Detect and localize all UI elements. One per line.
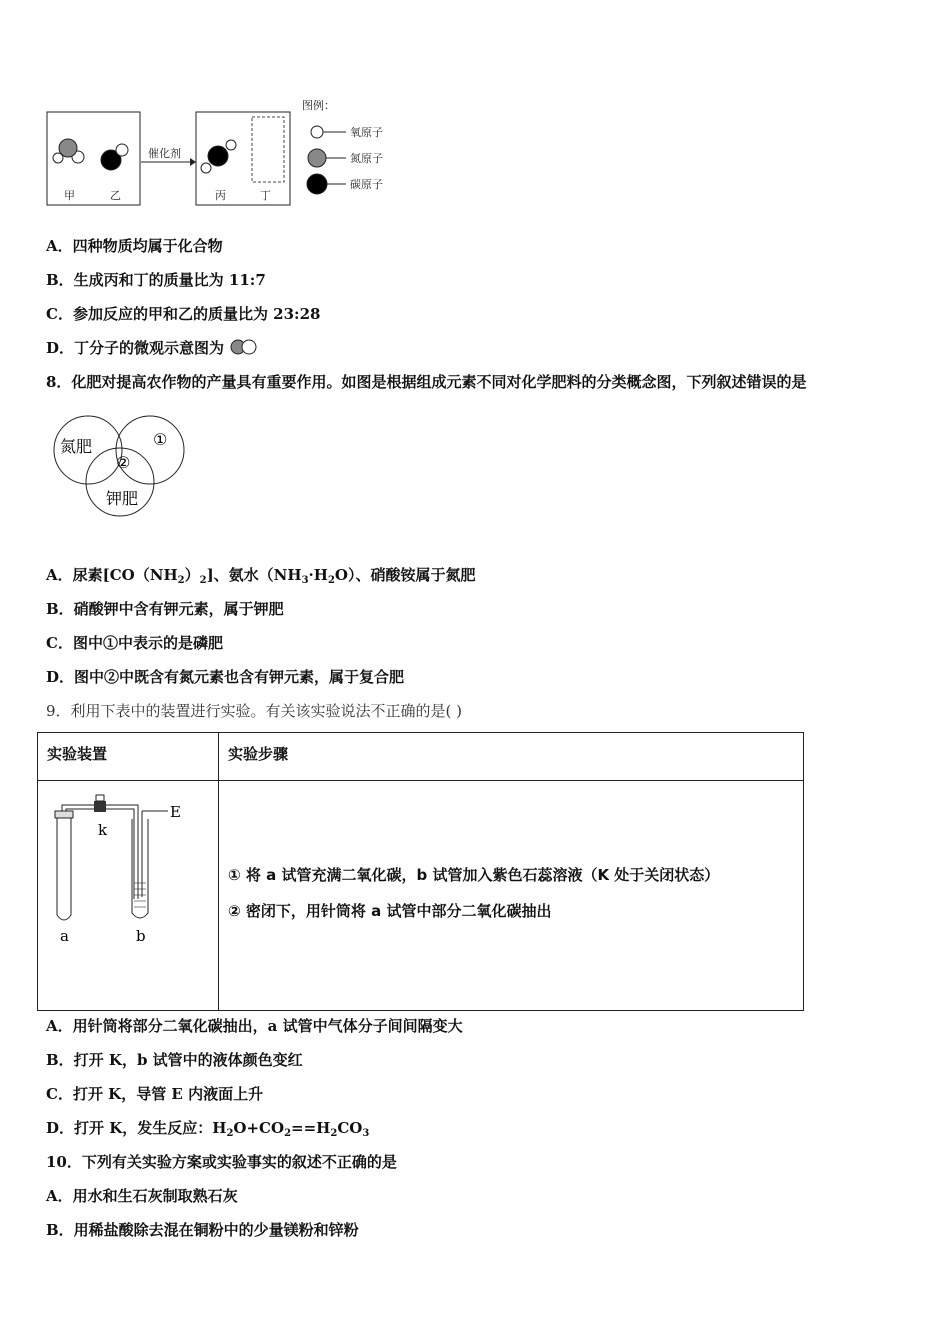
legend-title: 图例： bbox=[302, 99, 335, 112]
col-steps: 实验步骤 bbox=[228, 745, 289, 763]
venn-one: ① bbox=[153, 430, 168, 449]
q7-option-c: C．参加反应的甲和乙的质量比为 23:28 bbox=[46, 305, 321, 323]
label-k: k bbox=[98, 821, 108, 839]
label-jia: 甲 bbox=[64, 189, 75, 202]
reaction-diagram bbox=[40, 95, 400, 215]
q8-option-c: C．图中①中表示的是磷肥 bbox=[46, 634, 223, 652]
venn-two: ② bbox=[116, 453, 131, 472]
step-2: ② 密闭下，用针筒将 a 试管中部分二氧化碳抽出 bbox=[228, 902, 552, 920]
label-e: E bbox=[170, 803, 181, 821]
q8-stem: 8．化肥对提高农作物的产量具有重要作用。如图是根据组成元素不同对化学肥料的分类概念图，下列叙述错误的是 bbox=[46, 373, 807, 391]
q9-stem: 9．利用下表中的装置进行实验。有关该实验说法不正确的是( ) bbox=[46, 702, 463, 720]
legend-nitrogen: 氮原子 bbox=[350, 152, 383, 165]
legend-carbon: 碳原子 bbox=[350, 178, 383, 191]
q9-option-c: C．打开 K，导管 E 内液面上升 bbox=[46, 1085, 264, 1103]
q9-option-a: A．用针筒将部分二氧化碳抽出，a 试管中气体分子间间隔变大 bbox=[46, 1017, 463, 1035]
label-b: b bbox=[136, 927, 146, 945]
legend-oxygen: 氧原子 bbox=[350, 126, 383, 139]
q10-option-a: A．用水和生石灰制取熟石灰 bbox=[46, 1187, 238, 1205]
n2-molecule-icon bbox=[229, 338, 259, 356]
label-bing: 丙 bbox=[215, 189, 226, 202]
q7-option-a: A．四种物质均属于化合物 bbox=[46, 237, 223, 255]
q10-stem: 10．下列有关实验方案或实验事实的叙述不正确的是 bbox=[46, 1153, 397, 1171]
experiment-table bbox=[37, 732, 804, 1011]
q7-option-b: B．生成丙和丁的质量比为 11:7 bbox=[46, 271, 266, 289]
q10-option-b: B．用稀盐酸除去混在铜粉中的少量镁粉和锌粉 bbox=[46, 1221, 359, 1239]
venn-nitrogen: 氮肥 bbox=[60, 437, 93, 456]
label-a: a bbox=[60, 927, 69, 945]
q8-option-a: A．尿素$[CO(NH_2)_2]$、氨水$(NH_3\cdot H_2O)$、硝酸铵属于氮肥 bbox=[46, 566, 476, 586]
label-ding: 丁 bbox=[260, 189, 271, 202]
q8-option-b: B．硝酸钾中含有钾元素，属于钾肥 bbox=[46, 600, 284, 618]
venn-diagram bbox=[50, 412, 195, 522]
apparatus-diagram bbox=[46, 787, 206, 947]
label-yi: 乙 bbox=[110, 189, 121, 202]
q8-option-d: D．图中②中既含有氮元素也含有钾元素，属于复合肥 bbox=[46, 668, 405, 686]
q9-option-b: B．打开 K，b 试管中的液体颜色变红 bbox=[46, 1051, 303, 1069]
q9-option-d: D．打开 K，发生反应：$H_2O+CO_2==H_2CO_3$ bbox=[46, 1119, 370, 1139]
venn-potassium: 钾肥 bbox=[106, 489, 139, 508]
q7-option-d-text: D．丁分子的微观示意图为 bbox=[46, 339, 225, 357]
q7-option-d bbox=[46, 338, 259, 358]
col-apparatus: 实验装置 bbox=[47, 745, 108, 763]
step-1: ① 将 a 试管充满二氧化碳，b 试管加入紫色石蕊溶液（K 处于关闭状态） bbox=[228, 866, 720, 884]
catalyst-label: 催化剂 bbox=[148, 147, 181, 160]
